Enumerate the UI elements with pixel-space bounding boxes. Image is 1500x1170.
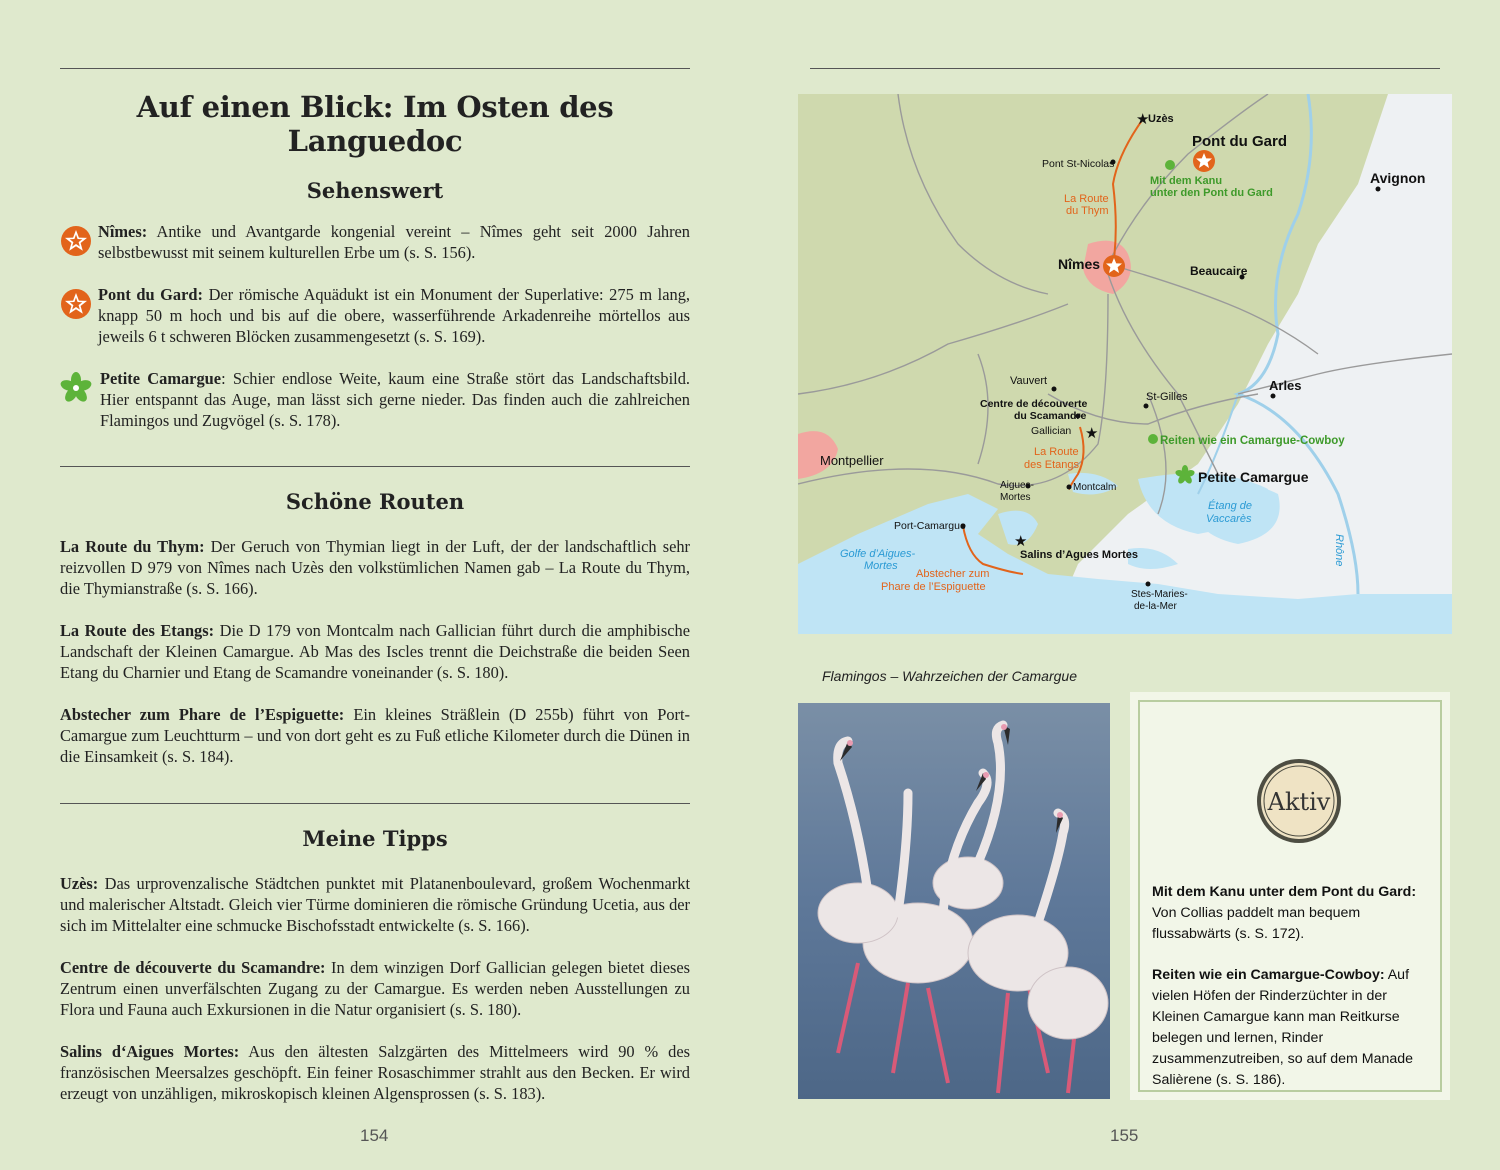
section-heading-sehenswert: Sehenswert <box>306 178 444 203</box>
aktiv-badge-label: Aktiv <box>1267 788 1331 816</box>
page-number-left: 154 <box>360 1126 389 1145</box>
map-label-beaucaire: Beaucaire <box>1190 264 1248 278</box>
route-item-thym: La Route du Thym: Der Geruch von Thymian liegt in der Luft, der der landschaftlich sehr reizvollen D 979 von Nîmes nach Uzès den volkstümlichen Namen gab – La Route du Thym, die Thymianstraße (s. S. 166). <box>60 537 691 598</box>
section-divider <box>60 803 690 804</box>
map-label-gallician: Gallician <box>1031 425 1072 437</box>
map-label-pont-du-gard: Pont du Gard <box>1192 133 1287 150</box>
aktiv-badge <box>1256 758 1342 844</box>
route-item-etangs: La Route des Etangs: Die D 179 von Montcalm nach Gallician führt durch die amphibische Landschaft der Kleinen Camargue. Ab Mas des Iscles trennt die Deichstraße die beiden Seen Etang du Charnier und Etang de Scamandre voneinander (s. S. 180). <box>60 621 690 682</box>
orange-star-icon <box>60 288 92 320</box>
sight-item-pont-du-gard: Pont du Gard: Der römische Aquädukt ist ein Monument der Superlative: 275 m lang, knapp 50 m hoch und bis auf die obere, wasserführende Arkadenreihe mörtellos aus jeweils 6 t schweren Blöcken zusammengesetzt (s. S. 169). <box>60 284 690 347</box>
map-label-avignon: Avignon <box>1370 170 1426 186</box>
map-label-centre: Centre de découverte <box>980 398 1088 410</box>
map-label-salins: Salins d’Agues Mortes <box>1020 549 1138 561</box>
region-map <box>798 94 1452 634</box>
aktiv-frame <box>1138 700 1442 1092</box>
map-label-abstecher: Phare de l’Espiguette <box>881 581 986 593</box>
top-rule-right <box>810 68 1440 69</box>
flamingo-photo <box>798 703 1110 1099</box>
map-label-golfe: Mortes <box>864 560 898 572</box>
map-label-nimes: Nîmes <box>1058 256 1101 272</box>
map-label-route-thym: La Route <box>1064 193 1109 205</box>
map-label-montcalm: Montcalm <box>1073 482 1117 493</box>
section-divider <box>60 466 690 467</box>
aktiv-item-reiten: Reiten wie ein Camargue-Cowboy: Auf vielen Höfen der Rinderzüchter in der Kleinen Camargue kann man Reitkurse belegen und lernen, Rinder zusammenzutreiben, so auf dem Manade Salièrene (s. S. 186). <box>1152 967 1414 1088</box>
photo-caption: Flamingos – Wahrzeichen der Camargue <box>822 668 1077 684</box>
map-label-aigues-mortes: Mortes <box>1000 492 1031 503</box>
sight-item-petite-camargue: Petite Camargue: Schier endlose Weite, kaum eine Straße stört das Landschaftsbild. Hier entspannt das Auge, man lässt sich gerne nieder. Das finden auch die zahlreichen Flamingos und Zugvögel (s. S. 178). <box>60 368 690 431</box>
map-label-kanu: Mit dem Kanu <box>1150 175 1223 187</box>
orange-star-icon <box>60 225 92 257</box>
map-label-aigues-mortes: Aigues- <box>1000 480 1034 491</box>
map-label-stes-maries: Stes-Maries- <box>1131 589 1188 600</box>
map-label-vauvert: Vauvert <box>1010 375 1048 387</box>
aktiv-item-kanu: Mit dem Kanu unter dem Pont du Gard: Von Collias paddelt man bequem flussabwärts (s. S. 172). <box>1152 884 1417 942</box>
map-label-port-camargue: Port-Camargue <box>894 520 966 532</box>
star-marker: ★ <box>1014 532 1028 550</box>
map-label-etang-vaccares: Étang de <box>1208 500 1253 512</box>
orange-star-icon <box>1193 150 1215 172</box>
aktiv-box <box>1130 692 1450 1100</box>
tip-item-salins: Salins d‘Aigues Mortes: Aus den ältesten Salzgärten des Mittelmeers wird 90 % des französischen Meersalzes geschöpft. Ein feiner Rosaschimmer strahlt aus den Becken. Er wird erzeugt von unzähligen, mikroskopisch kleinen Algensprossen (s. S. 183). <box>60 1042 690 1103</box>
map-label-abstecher: Abstecher zum <box>916 568 990 580</box>
map-label-centre: du Scamandre <box>1014 410 1087 422</box>
green-leaf-icon <box>60 372 92 404</box>
tip-item-scamandre: Centre de découverte du Scamandre: In dem winzigen Dorf Gallician gelegen bietet dieses Zentrum einen unverfälschten Zugang zu der Camargue. Es werden neben Ausstellungen zu Flora und Fauna auch Exkursionen in die Natur organisiert (s. S. 180). <box>60 958 690 1019</box>
star-marker: ★ <box>1085 424 1099 442</box>
map-label-rhone: Rhône <box>1333 534 1345 567</box>
map-label-route-etangs: des Etangs <box>1024 459 1080 471</box>
orange-star-icon <box>1103 255 1125 277</box>
route-item-espiguette: Abstecher zum Phare de l’Espiguette: Ein kleines Sträßlein (D 255b) führt von Port-Camargue zum Leuchtturm – und von dort geht es zu Fuß etliche Kilometer durch die Dünen in die Einsamkeit (s. S. 184). <box>60 705 690 766</box>
green-dot-marker <box>1148 434 1158 444</box>
map-label-montpellier: Montpellier <box>820 453 884 468</box>
map-label-petite-camargue: Petite Camargue <box>1198 469 1309 485</box>
map-label-uzes: Uzès <box>1148 113 1174 125</box>
map-label-route-etangs: La Route <box>1034 446 1079 458</box>
sight-item-nimes: Nîmes: Antike und Avantgarde kongenial vereint – Nîmes geht seit 2000 Jahren selbstbewusst mit seinem kulturellen Erbe um (s. S. 156). <box>60 221 690 263</box>
map-label-etang-vaccares: Vaccarès <box>1206 513 1252 525</box>
map-label-reiten: Reiten wie ein Camargue-Cowboy <box>1160 435 1345 447</box>
page-number-right: 155 <box>1110 1126 1139 1145</box>
map-label-kanu: unter den Pont du Gard <box>1150 187 1273 199</box>
tip-item-uzes: Uzès: Das urprovenzalische Städtchen punktet mit Platanenboulevard, großem Wochenmarkt und malerischer Altstadt. Gleich vier Türme dominieren die römische Gründung Ucetia, aus der sich im Mittelalter eine schmucke Bischofsstadt entwickelte (s. S. 166). <box>60 874 690 935</box>
section-heading-tipps: Meine Tipps <box>302 826 448 851</box>
map-label-stes-maries: de-la-Mer <box>1134 601 1177 612</box>
green-dot-marker <box>1165 160 1175 170</box>
section-heading-routen: Schöne Routen <box>285 489 465 514</box>
star-marker: ★ <box>1136 110 1150 128</box>
map-label-golfe: Golfe d’Aigues- <box>840 548 916 560</box>
aktiv-text <box>1152 882 1428 1111</box>
map-label-route-thym: du Thym <box>1066 205 1109 217</box>
map-label-pont-st-nicolas: Pont St-Nicolas <box>1042 158 1115 170</box>
map-label-arles: Arles <box>1269 378 1302 393</box>
map-label-st-gilles: St-Gilles <box>1146 391 1188 403</box>
left-page <box>60 68 690 1104</box>
page-title: Auf einen Blick: Im Osten des Languedoc <box>136 90 614 158</box>
